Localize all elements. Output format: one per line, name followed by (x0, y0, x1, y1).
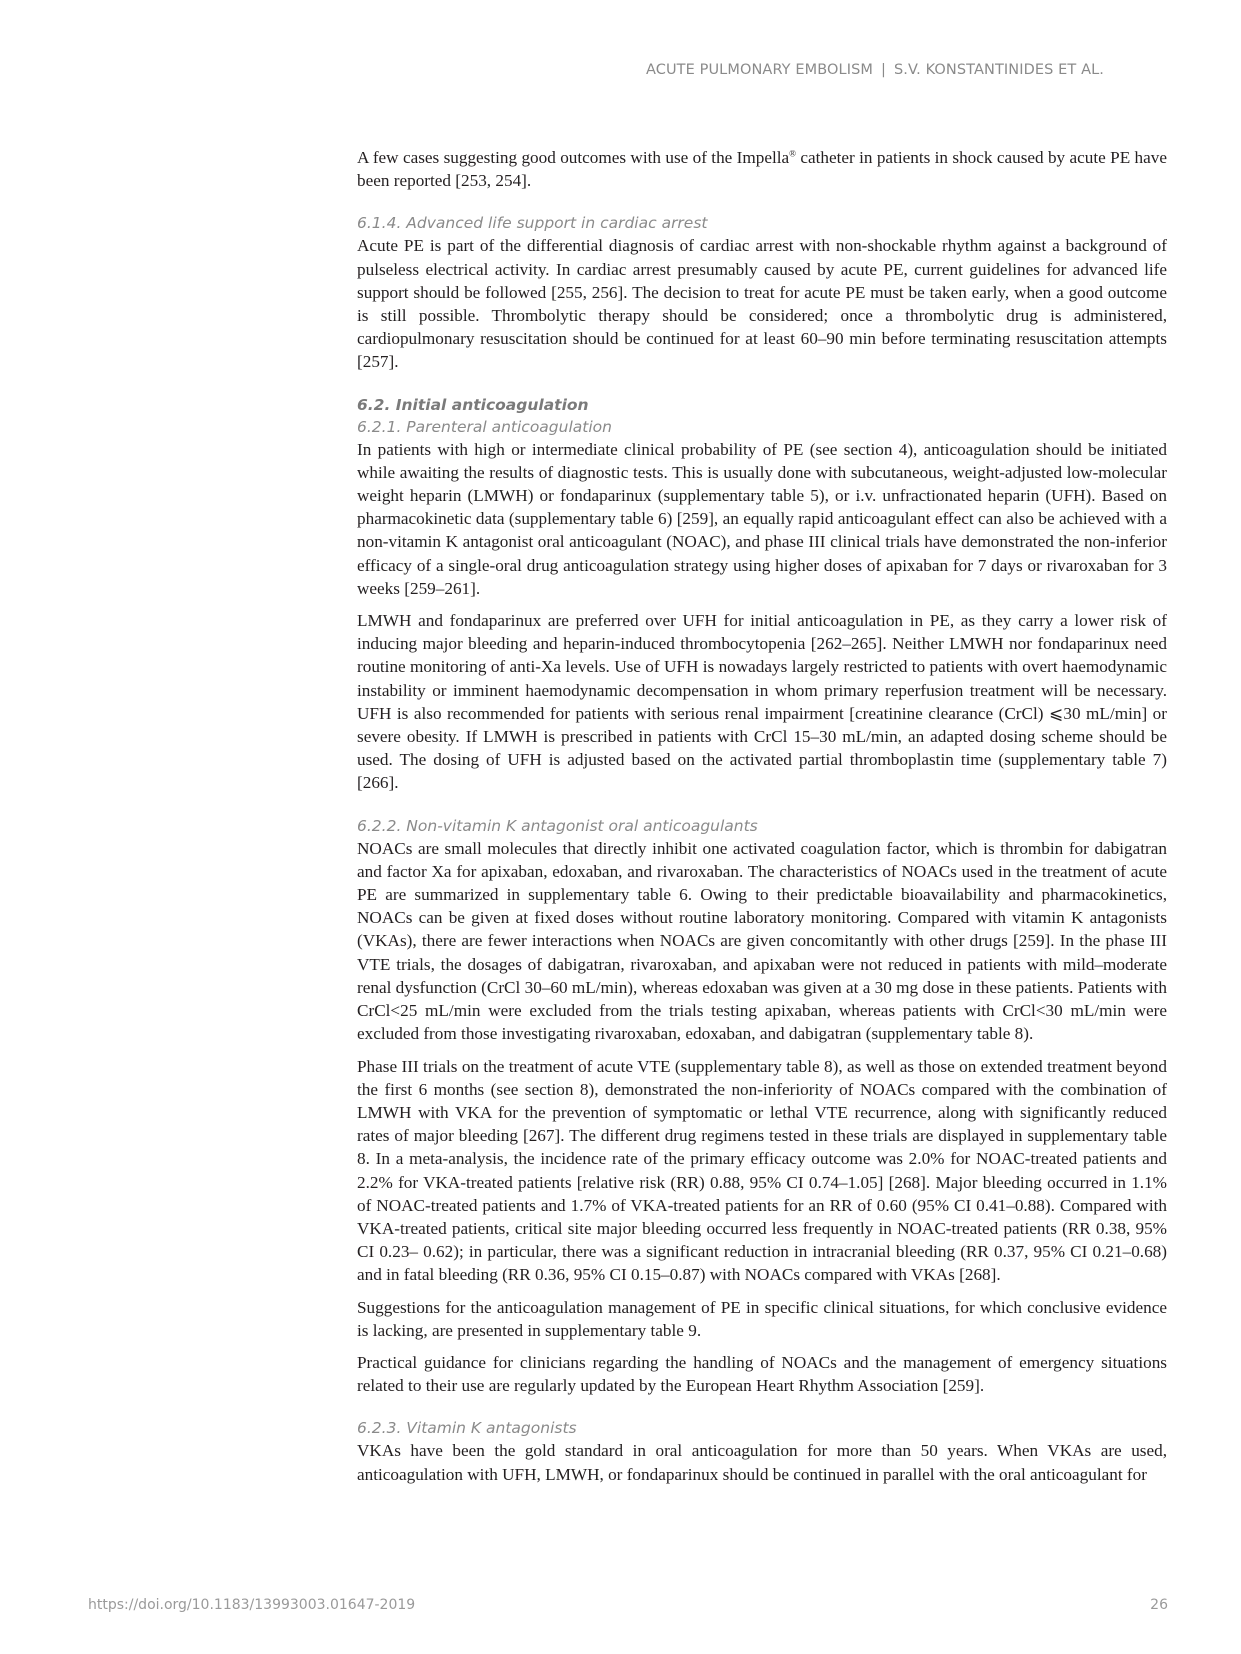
paragraph-6-2-1-1: In patients with high or intermediate clinical probability of PE (see section 4), anticoagulation should be initiated while awaiting the results of diagnostic tests. This is usually done with subcutaneous, weight-adjusted low-molecular weight heparin (LMWH) or fondaparinux (supplementary table 5), or i.v. unfractionated heparin (UFH). Based on pharmacokinetic data (supplementary table 6) [259], an equally rapid anticoagulant effect can also be achieved with a non-vitamin K antagonist oral anticoagulant (NOAC), and phase III clinical trials have demonstrated the non-inferior efficacy of a single-oral drug anticoagulation strategy using higher doses of apixaban for 7 days or rivaroxaban for 3 weeks [259–261]. (357, 439, 1167, 598)
section-heading-6-2-3: 6.2.3. Vitamin K antagonists (357, 1419, 577, 1438)
section-heading-6-2: 6.2. Initial anticoagulation (357, 395, 589, 414)
intro-paragraph (357, 146, 1167, 192)
paragraph-6-2-3-1: VKAs have been the gold standard in oral anticoagulation for more than 50 years. When VKAs are used, anticoagulation with UFH, LMWH, or fondaparinux should be continued in parallel with the oral anticoagulant for (357, 1441, 1167, 1484)
running-header-separator: | (881, 62, 886, 78)
paragraph-6-2-2-3: Suggestions for the anticoagulation management of PE in specific clinical situations, for which conclusive evidence is lacking, are presented in supplementary table 9. (357, 1297, 1167, 1340)
section-heading-6-2-1: 6.2.1. Parenteral anticoagulation (357, 417, 612, 436)
article-body (357, 146, 1167, 1486)
paragraph-6-2-1-2: LMWH and fondaparinux are preferred over UFH for initial anticoagulation in PE, as they carry a lower risk of inducing major bleeding and heparin-induced thrombocytopenia [262–265]. Neither LMWH nor fondaparinux need routine monitoring of anti-Xa levels. Use of UFH is nowadays largely restricted to patients with overt haemodynamic instability or imminent haemodynamic decompensation in whom primary reperfusion treatment will be necessary. UFH is also recommended for patients with serious renal impairment [creatinine clearance (CrCl) ⩽30 mL/min] or severe obesity. If LMWH is prescribed in patients with CrCl 15–30 mL/min, an adapted dosing scheme should be used. The dosing of UFH is adjusted based on the activated partial thromboplastin time (supplementary table 7) [266]. (357, 611, 1167, 793)
intro-text-end: catheter in patients in shock caused by acute PE have been reported [253, 254]. (357, 148, 1167, 191)
section-heading-6-1-4: 6.1.4. Advanced life support in cardiac arrest (357, 214, 708, 233)
paragraph-6-2-2-2: Phase III trials on the treatment of acute VTE (supplementary table 8), as well as those on extended treatment beyond the first 6 months (see section 8), demonstrated the non-inferiority of NOACs compared with the combination of LMWH with VKA for the prevention of symptomatic or lethal VTE recurrence, along with significantly reduced rates of major bleeding [267]. The different drug regimens tested in these trials are displayed in supplementary table 8. In a meta-analysis, the incidence rate of the primary efficacy outcome was 2.0% for NOAC-treated patients and 2.2% for VKA-treated patients [relative risk (RR) 0.88, 95% CI 0.74–1.05] [268]. Major bleeding occurred in 1.1% of NOAC-treated patients and 1.7% of VKA-treated patients for an RR of 0.60 (95% CI 0.41–0.88). Compared with VKA-treated patients, critical site major bleeding occurred less frequently in NOAC-treated patients (RR 0.38, 95% CI 0.23– 0.62); in particular, there was a significant reduction in intracranial bleeding (RR 0.37, 95% CI 0.21–0.68) and in fatal bleeding (RR 0.36, 95% CI 0.15–0.87) with NOACs compared with VKAs [268]. (357, 1056, 1167, 1285)
doi-link[interactable]: https://doi.org/10.1183/13993003.01647-2019 (88, 1597, 416, 1613)
registered-mark: ® (789, 148, 796, 159)
paragraph-6-2-2-4: Practical guidance for clinicians regarding the handling of NOACs and the management of emergency situations related to their use are regularly updated by the European Heart Rhythm Association [259]. (357, 1352, 1167, 1396)
page-number: 26 (1150, 1597, 1168, 1613)
paragraph-6-2-2-1: NOACs are small molecules that directly inhibit one activated coagulation factor, which is thrombin for dabigatran and factor Xa for apixaban, edoxaban, and rivaroxaban. The characteristics of NOACs used in the treatment of acute PE are summarized in supplementary table 6. Owing to their predictable bioavailability and pharmacokinetics, NOACs can be given at fixed doses without routine laboratory monitoring. Compared with vitamin K antagonists (VKAs), there are fewer interactions when NOACs are given concomitantly with other drugs [259]. In the phase III VTE trials, the dosages of dabigatran, rivaroxaban, and apixaban were not reduced in patients with mild–moderate renal dysfunction (CrCl 30–60 mL/min), whereas edoxaban was given at a 30 mg dose in these patients. Patients with CrCl<25 mL/min were excluded from the trials testing apixaban, whereas patients with CrCl<30 mL/min were excluded from those investigating rivaroxaban, edoxaban, and dabigatran (supplementary table 8). (357, 838, 1167, 1044)
running-header (646, 62, 1104, 78)
running-header-title: ACUTE PULMONARY EMBOLISM (645, 62, 873, 78)
section-heading-6-2-2: 6.2.2. Non-vitamin K antagonist oral anticoagulants (357, 816, 758, 835)
running-header-authors: S.V. KONSTANTINIDES ET AL. (894, 62, 1104, 78)
paragraph-6-1-4-1: Acute PE is part of the differential diagnosis of cardiac arrest with non-shockable rhythm against a background of pulseless electrical activity. In cardiac arrest presumably caused by acute PE, current guidelines for advanced life support should be followed [255, 256]. The decision to treat for acute PE must be taken early, when a good outcome is still possible. Thrombolytic therapy should be considered; once a thrombolytic drug is administered, cardiopulmonary resuscitation should be continued for at least 60–90 min before terminating resuscitation attempts [257]. (357, 236, 1167, 372)
intro-text-start: A few cases suggesting good outcomes with use of the Impella (357, 148, 790, 167)
